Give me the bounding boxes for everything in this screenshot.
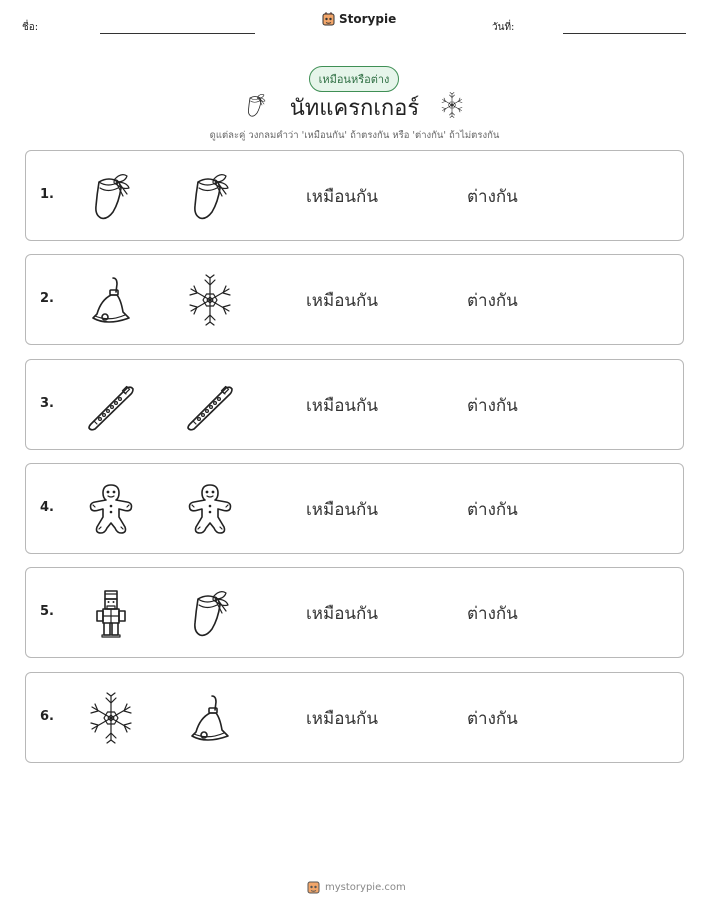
flute-icon (182, 377, 238, 433)
question-number: 2. (40, 291, 54, 307)
nutcracker-icon (83, 585, 139, 641)
name-field-line[interactable] (100, 33, 255, 34)
storypie-logo-icon (322, 12, 335, 26)
different-option[interactable]: ต่างกัน (467, 708, 518, 729)
question-card (25, 359, 684, 450)
question-number: 1. (40, 187, 54, 202)
storypie-logo-icon (307, 880, 320, 894)
date-field-line[interactable] (563, 33, 686, 34)
different-option[interactable]: ต่างกัน (467, 395, 518, 416)
date-label: วันที่: (492, 22, 515, 33)
different-option[interactable]: ต่างกัน (467, 291, 518, 312)
same-option[interactable]: เหมือนกัน (306, 499, 378, 520)
brand (322, 12, 396, 26)
question-number: 3. (40, 395, 54, 411)
page-title: นัทแครกเกอร์ (289, 96, 420, 121)
same-option[interactable]: เหมือนกัน (306, 187, 378, 207)
bell-icon (182, 690, 238, 746)
gingerbread-man-icon (83, 481, 139, 537)
flute-icon (83, 377, 139, 433)
same-option[interactable]: เหมือนกัน (306, 604, 378, 625)
same-option[interactable]: เหมือนกัน (306, 395, 378, 416)
ballet-shoe-icon (182, 585, 238, 641)
question-card (25, 150, 684, 241)
question-card (25, 567, 684, 658)
snowflake-icon (438, 90, 466, 120)
snowflake-icon (83, 690, 139, 746)
question-card (25, 463, 684, 554)
instructions: ดูแต่ละคู่ วงกลมคำว่า 'เหมือนกัน' ถ้าตรงกัน หรือ 'ต่างกัน' ถ้าไม่ตรงกัน (209, 130, 500, 141)
different-option[interactable]: ต่างกัน (467, 187, 518, 207)
question-card (25, 672, 684, 763)
worksheet-type-badge: เหมือนหรือต่าง (309, 66, 399, 92)
bell-icon (83, 272, 139, 328)
ballet-shoe-icon (182, 168, 238, 224)
footer (307, 880, 406, 894)
gingerbread-man-icon (182, 481, 238, 537)
different-option[interactable]: ต่างกัน (467, 604, 518, 625)
snowflake-icon (182, 272, 238, 328)
name-label: ชื่อ: (22, 22, 39, 33)
question-number: 5. (40, 604, 54, 620)
question-card (25, 254, 684, 345)
footer-site: mystorypie.com (325, 881, 406, 893)
same-option[interactable]: เหมือนกัน (306, 708, 378, 729)
brand-name: Storypie (339, 12, 397, 26)
question-number: 4. (40, 499, 54, 515)
different-option[interactable]: ต่างกัน (467, 499, 518, 520)
question-number: 6. (40, 708, 54, 724)
same-option[interactable]: เหมือนกัน (306, 291, 378, 312)
ballet-shoe-icon (83, 168, 139, 224)
